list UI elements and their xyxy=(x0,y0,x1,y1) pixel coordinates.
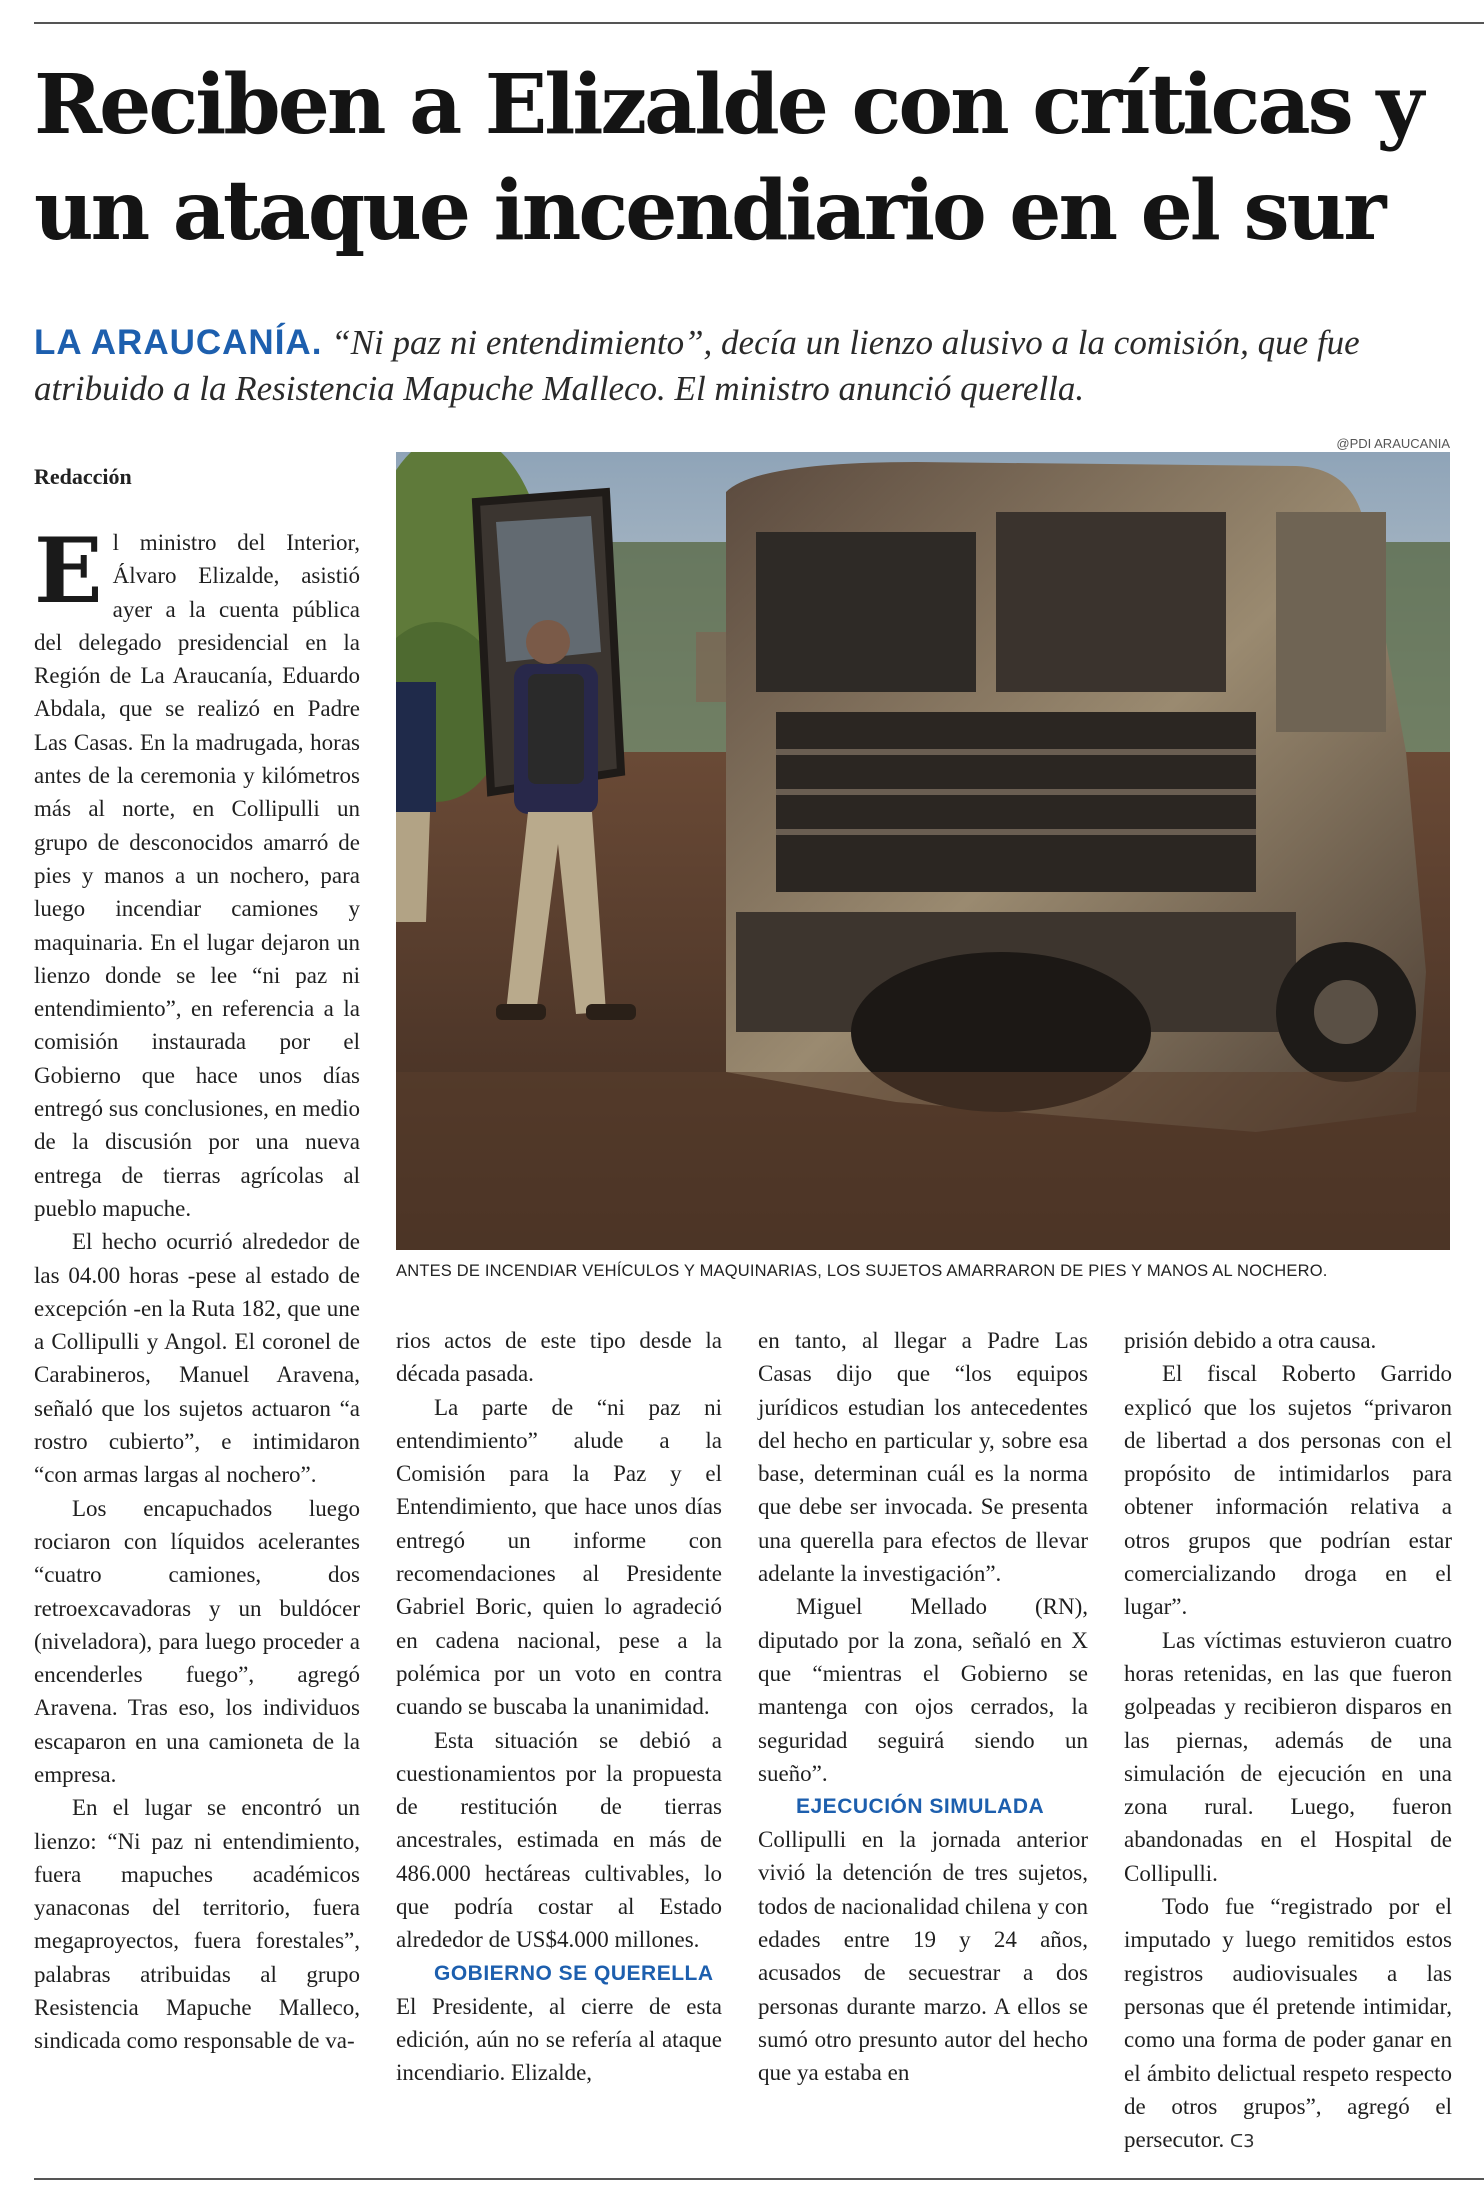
top-rule xyxy=(34,22,1484,24)
end-mark-icon: ᑕ3 xyxy=(1230,2131,1255,2153)
article-column-3 xyxy=(758,1324,1088,2090)
deck-text: “Ni paz ni entendimiento”, decía un lienzo alusivo a la comisión, que fue atribuido a la Resistencia Mapuche Malleco. El ministro anunció querella. xyxy=(34,323,1360,408)
headline: Reciben a Elizalde con críticas y un ataque incendiario en el sur xyxy=(34,57,1421,259)
photo-credit: @PDI ARAUCANIA xyxy=(1336,436,1450,451)
paragraph-text: Todo fue “registrado por el imputado y luego remitidos estos registros audiovisuales a las personas que él pretende intimidar, como una forma de poder ganar en el ámbito delictual respeto respecto de otros grupos”, agregó el persecutor. xyxy=(1124,1894,1452,2153)
paragraph xyxy=(1124,1890,1452,2158)
burned-truck-photo-illustration xyxy=(396,452,1450,1250)
article-column-2 xyxy=(396,1324,722,2090)
subheading: EJECUCIÓN SIMULADA xyxy=(796,1795,1045,1819)
paragraph: prisión debido a otra causa. xyxy=(1124,1328,1377,1353)
paragraph: El fiscal Roberto Garrido explicó que los sujetos “privaron de libertad a dos personas con el propósito de intimidarlos para obtener información relativa a otros grupos que podrían estar comercializando droga en el lugar”. xyxy=(1124,1361,1452,1620)
paragraph: El hecho ocurrió alrededor de las 04.00 horas -pese al estado de excepción -en la Ruta 182, que une a Collipulli y Angol. El coronel de Carabineros, Manuel Aravena, señaló que los sujetos actuaron “a rostro cubierto”, e intimidaron “con armas largas al nochero”. xyxy=(34,1229,360,1488)
paragraph: en tanto, al llegar a Padre Las Casas dijo que “los equipos jurídicos estudian los antecedentes del hecho en particular y, sobre esa base, determinan cuál es la norma que debe ser invocada. Se presenta una querella para efectos de llevar adelante la investigación”. xyxy=(758,1328,1088,1587)
news-photo xyxy=(396,452,1450,1250)
paragraph: rios actos de este tipo desde la década pasada. xyxy=(396,1328,722,1387)
photo-caption: ANTES DE INCENDIAR VEHÍCULOS Y MAQUINARIAS, LOS SUJETOS AMARRARON DE PIES Y MANOS AL NOCHERO. xyxy=(396,1262,1328,1280)
paragraph: Los encapuchados luego rociaron con líquidos acelerantes “cuatro camiones, dos retroexcavadoras y un buldócer (niveladora), para luego proceder a encenderles fuego”, agregó Aravena. Tras eso, los individuos escaparon en una camioneta de la empresa. xyxy=(34,1495,360,1787)
drop-cap: E xyxy=(34,518,103,624)
paragraph: En el lugar se encontró un lienzo: “Ni paz ni entendimiento, fuera mapuches académicos yanaconas del territorio, fuera megaproyectos, fuera forestales”, palabras atribuidas al grupo Resistencia Mapuche Malleco, sindicada como responsable de va- xyxy=(34,1795,360,2054)
truck-shape xyxy=(726,462,1426,1132)
paragraph: Miguel Mellado (RN), diputado por la zona, señaló en X que “mientras el Gobierno se mantenga con ojos cerrados, la seguridad seguirá siendo un sueño”. xyxy=(758,1594,1088,1786)
paragraph: El Presidente, al cierre de esta edición, aún no se refería al ataque incendiario. Elizalde, xyxy=(396,1993,722,2086)
paragraph: Esta situación se debió a cuestionamientos por la propuesta de restitución de tierras ancestrales, estimada en más de 486.000 hectáreas cultivables, lo que podría costar al Estado alrededor de US$4.000 millones. xyxy=(396,1727,722,1953)
paragraph-text: l ministro del Interior, Álvaro Elizalde, asistió ayer a la cuenta pública del delegado presidencial en la Región de La Araucanía, Eduardo Abdala, que se realizó en Padre Las Casas. En la madrugada, horas antes de la ceremonia y kilómetros más al norte, en Collipulli un grupo de desconocidos amarró de pies y manos a un nochero, para luego incendiar camiones y maquinaria. En el lugar dejaron un lienzo donde se lee “ni paz ni entendimiento”, en referencia a la comisión instaurada por el Gobierno que hace unos días entregó sus conclusiones, en medio de la discusión por una nueva entrega de tierras agrícolas al pueblo mapuche. xyxy=(34,530,360,1221)
deck xyxy=(34,320,1454,412)
deck-kicker: LA ARAUCANÍA. xyxy=(34,323,323,362)
subheading: GOBIERNO SE QUERELLA xyxy=(434,1961,714,1985)
byline: Redacción xyxy=(34,464,132,489)
paragraph xyxy=(34,518,360,1225)
paragraph: La parte de “ni paz ni entendimiento” alude a la Comisión para la Paz y el Entendimiento, que hace unos días entregó un informe con recomendaciones al Presidente Gabriel Boric, quien lo agradeció en cadena nacional, pese a la polémica por un voto en contra cuando se buscaba la unanimidad. xyxy=(396,1394,722,1720)
article-column-1 xyxy=(34,518,360,2058)
bottom-rule xyxy=(34,2178,1484,2180)
article-column-4 xyxy=(1124,1324,1452,2158)
paragraph: Collipulli en la jornada anterior vivió la detención de tres sujetos, todos de nacionalidad chilena y con edades entre 19 y 24 años, acusados de secuestrar a dos personas durante marzo. A ellos se sumó otro presunto autor del hecho que ya estaba en xyxy=(758,1827,1088,2086)
paragraph: Las víctimas estuvieron cuatro horas retenidas, en las que fueron golpeadas y recibieron disparos en las piernas, además de una simulación de ejecución en una zona rural. Luego, fueron abandonadas en el Hospital de Collipulli. xyxy=(1124,1627,1452,1886)
